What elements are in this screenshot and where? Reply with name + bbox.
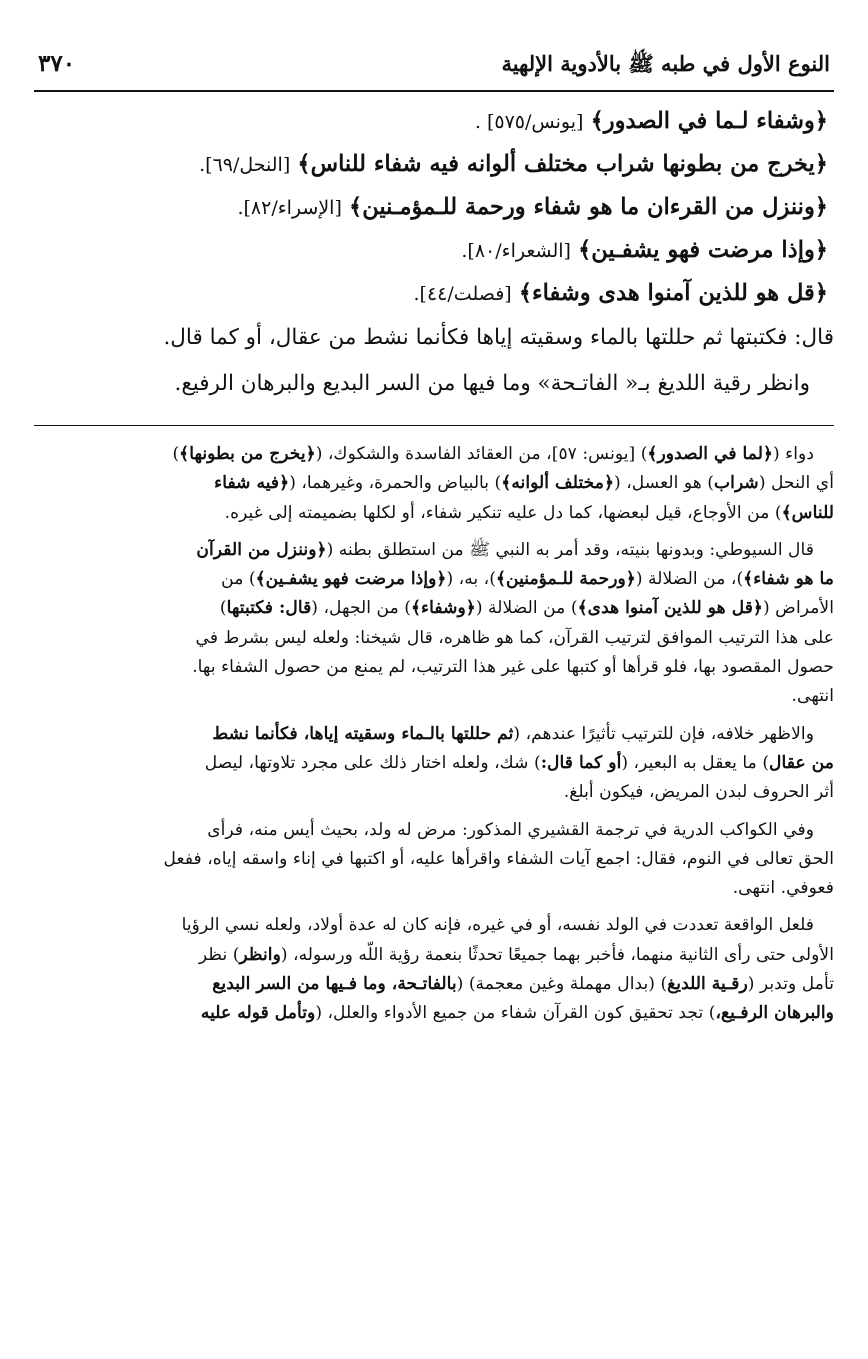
verse-line xyxy=(34,186,828,229)
commentary-quote: قال: فكتبتها xyxy=(226,598,312,619)
commentary-text: ) من xyxy=(221,569,256,590)
commentary-quote: رقـية اللديغ xyxy=(667,974,748,995)
commentary-text: ) من الجهل، ( xyxy=(311,598,411,619)
commentary-line xyxy=(34,874,834,903)
commentary-line xyxy=(34,565,834,594)
commentary-text: ) [يونس: ٥٧]، من العقائد الفاسدة والشكوك، ( xyxy=(315,444,648,464)
verse-text: ﴿وننزل من القرءان ما هو شفاء ورحمة للـمؤمـنين﴾ xyxy=(349,194,828,220)
commentary-line xyxy=(34,682,834,711)
commentary-line xyxy=(34,778,834,807)
commentary-text: انتهى. xyxy=(791,686,834,707)
main-paragraph: وانظر رقية اللديغ بـ« الفاتـحة» وما فيها من السر البديع والبرهان الرفيع. xyxy=(174,371,810,396)
commentary-quote: ﴿وشفاء﴾ xyxy=(410,598,476,619)
commentary-quote: ثم حللتها بالـماء وسقيته إياها، فكأنما نشط xyxy=(212,723,514,744)
commentary-text: أثر الحروف لبدن المريض، فيكون أبلغ. xyxy=(563,782,834,803)
commentary-text: وفي الكواكب الدرية في ترجمة القشيري المذكور: مرض له ولد، بحيث أيس منه، فرأى xyxy=(207,819,814,840)
commentary-quote: بالفاتـحة، وما فـيها من السر البديع xyxy=(212,974,457,995)
commentary-quote: للناس﴾ xyxy=(781,502,834,523)
commentary-text: ) هو العسل، ( xyxy=(614,473,714,494)
commentary-line xyxy=(34,970,834,999)
verse-reference: [الإسراء/٨٢]. xyxy=(237,197,342,219)
commentary-quote: ﴿قل هو للذين آمنوا هدى﴾ xyxy=(577,598,763,619)
commentary-quote: من عقال xyxy=(769,752,834,773)
commentary-quote: ﴿يخرج من بطونها﴾ xyxy=(179,444,316,464)
commentary-block xyxy=(34,440,834,1029)
page-header xyxy=(34,50,834,92)
commentary-text: قال السيوطي: وبدونها بنيته، وقد أمر به النبي ﷺ من استطلق بطنه ( xyxy=(326,539,814,560)
verse-text: ﴿قل هو للذين آمنوا هدى وشفاء﴾ xyxy=(518,280,828,306)
commentary-text: ) xyxy=(219,598,227,619)
running-title: النوع الأول في طبه ﷺ بالأدوية الإلهية xyxy=(501,51,830,76)
commentary-line xyxy=(34,624,834,653)
commentary-text: ) من الأوجاع، قيل لبعضها، كما دل عليه تنكير شفاء، أو لكلها بضميمته إلى غيره. xyxy=(224,502,782,523)
commentary-text: أي النحل ( xyxy=(758,473,834,494)
commentary-text: ) تجد تحقيق كون القرآن شفاء من جميع الأدواء والعلل، ( xyxy=(315,1003,716,1024)
commentary-text: فعوفي. انتهى. xyxy=(732,878,834,899)
commentary-text: دواء ( xyxy=(773,444,814,464)
commentary-quote: ما هو شفاء﴾ xyxy=(743,569,834,590)
verse-text: ﴿يخرج من بطونها شراب مختلف ألوانه فيه شفاء للناس﴾ xyxy=(297,151,828,177)
commentary-line xyxy=(34,536,834,565)
commentary-line xyxy=(34,440,834,469)
commentary-quote: وتأمل قوله عليه xyxy=(200,1003,316,1024)
verse-text: ﴿وشفاء لـما في الصدور﴾ xyxy=(590,108,828,134)
commentary-quote: ﴿وإذا مرضت فهو يشفـين﴾ xyxy=(255,569,447,590)
book-page xyxy=(34,50,834,1029)
commentary-quote: ﴿فيه شفاء xyxy=(214,473,290,494)
commentary-text: )، به، ( xyxy=(446,569,496,590)
commentary-text: الأمراض ( xyxy=(763,598,834,619)
commentary-text: على هذا الترتيب الموافق لترتيب القرآن، كما هو ظاهره، قال شيخنا: ولعله ليس بشرط في xyxy=(195,627,834,648)
verse-text: ﴿وإذا مرضت فهو يشفـين﴾ xyxy=(578,237,828,263)
commentary-line xyxy=(34,749,834,778)
commentary-text: ) بالبياض والحمرة، وغيرهما، ( xyxy=(289,473,502,494)
verse-list xyxy=(34,100,834,315)
commentary-text: ) شك، ولعله اختار ذلك على مجرد تلاوتها، ليصل xyxy=(204,752,541,773)
commentary-quote: والبرهان الرفـيع، xyxy=(715,1003,834,1024)
verse-line xyxy=(34,272,828,315)
main-paragraph: قال: فكتبتها ثم حللتها بالماء وسقيته إياها فكأنما نشط من عقال، أو كما قال. xyxy=(163,325,834,350)
commentary-line xyxy=(34,720,834,749)
commentary-text: ) من الضلالة ( xyxy=(475,598,578,619)
commentary-quote: أو كما قال: xyxy=(540,752,622,773)
commentary-text: ) ما يعقل به البعير، ( xyxy=(621,752,770,773)
commentary-text: تأمل وتدبر ( xyxy=(747,974,834,995)
verse-reference: [يونس/٥٧٥] . xyxy=(474,111,584,133)
commentary-line xyxy=(34,941,834,970)
commentary-quote: ﴿لما في الصدور﴾ xyxy=(647,444,774,464)
commentary-text: والاظهر خلافه، فإن للترتيب تأثيرًا عندهم، ( xyxy=(513,723,814,744)
commentary-line xyxy=(34,845,834,874)
commentary-text: ) نظر xyxy=(198,944,240,965)
commentary-text: ) xyxy=(172,444,180,464)
commentary-quote: ﴿ورحمة للـمؤمنين﴾ xyxy=(495,569,636,590)
verse-line xyxy=(34,100,828,143)
commentary-line xyxy=(34,469,834,498)
commentary-quote: ﴿مختلف ألوانه﴾ xyxy=(501,473,615,494)
page-number: ٣٧٠ xyxy=(38,50,76,77)
verse-line xyxy=(34,143,828,186)
commentary-line xyxy=(34,816,834,845)
commentary-text: )، من الضلالة ( xyxy=(635,569,744,590)
commentary-text: حصول المقصود بها، فلو قرأها أو كتبها على غير هذا الترتيب، لم يمنع من حصول الشفاء بها. xyxy=(192,657,834,678)
commentary-line xyxy=(34,499,834,528)
commentary-line xyxy=(34,594,834,623)
commentary-quote: ﴿وننزل من القرآن xyxy=(196,539,327,560)
commentary-text: الأولى حتى رأى الثانية منهما، فأخبر بهما جميعًا تحدثًا بنعمة رؤية اللّه ورسوله، ( xyxy=(280,944,834,965)
commentary-quote: وانظر xyxy=(239,944,281,965)
commentary-line xyxy=(34,653,834,682)
commentary-text: الحق تعالى في النوم، فقال: اجمع آيات الشفاء واقرأها عليه، أو اكتبها في إناء واسقه إياه، ففعل xyxy=(163,848,834,869)
commentary-line xyxy=(34,911,834,940)
verse-line xyxy=(34,229,828,272)
commentary-line xyxy=(34,999,834,1028)
verse-reference: [الشعراء/٨٠]. xyxy=(461,240,571,262)
verse-reference: [النحل/٦٩]. xyxy=(199,154,291,176)
verse-reference: [فصلت/٤٤]. xyxy=(413,283,512,305)
commentary-quote: شراب xyxy=(713,473,759,494)
footnote-separator xyxy=(34,425,834,426)
commentary-text: فلعل الواقعة تعددت في الولد نفسه، أو في غيره، فإنه كان له عدة أولاد، ولعله نسي الرؤيا xyxy=(181,915,814,936)
commentary-text: ) (بدال مهملة وغين معجمة) ( xyxy=(456,974,668,995)
